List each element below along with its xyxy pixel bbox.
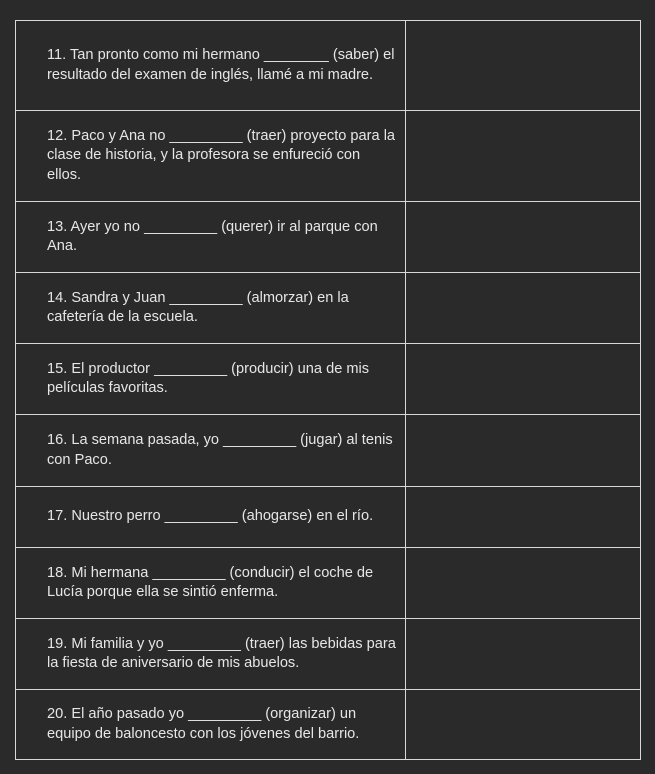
question-cell: 16. La semana pasada, yo _________ (jugar) al tenis con Paco. xyxy=(16,415,406,487)
answer-cell[interactable] xyxy=(406,415,641,487)
answer-cell[interactable] xyxy=(406,548,641,619)
answer-cell[interactable] xyxy=(406,344,641,415)
answer-cell[interactable] xyxy=(406,619,641,690)
table-row xyxy=(16,273,641,344)
answer-cell[interactable] xyxy=(406,111,641,202)
table-row xyxy=(16,344,641,415)
answer-cell[interactable] xyxy=(406,273,641,344)
question-cell: 15. El productor _________ (producir) una de mis películas favoritas. xyxy=(16,344,406,415)
table-row xyxy=(16,111,641,202)
question-cell: 18. Mi hermana _________ (conducir) el coche de Lucía porque ella se sintió enferma. xyxy=(16,548,406,619)
table-row xyxy=(16,21,641,111)
question-cell: 17. Nuestro perro _________ (ahogarse) en el río. xyxy=(16,487,406,548)
table-row xyxy=(16,202,641,273)
answer-cell[interactable] xyxy=(406,487,641,548)
table-row xyxy=(16,690,641,760)
table-row xyxy=(16,415,641,487)
answer-cell[interactable] xyxy=(406,202,641,273)
table-row xyxy=(16,548,641,619)
question-cell: 20. El año pasado yo _________ (organizar) un equipo de baloncesto con los jóvenes del barrio. xyxy=(16,690,406,760)
question-cell: 13. Ayer yo no _________ (querer) ir al parque con Ana. xyxy=(16,202,406,273)
answer-cell[interactable] xyxy=(406,690,641,760)
table-row xyxy=(16,487,641,548)
question-cell: 19. Mi familia y yo _________ (traer) las bebidas para la fiesta de aniversario de mis abuelos. xyxy=(16,619,406,690)
question-cell: 14. Sandra y Juan _________ (almorzar) en la cafetería de la escuela. xyxy=(16,273,406,344)
question-cell: 11. Tan pronto como mi hermano ________ (saber) el resultado del examen de inglés, llamé a mi madre. xyxy=(16,21,406,111)
answer-cell[interactable] xyxy=(406,21,641,111)
table-row xyxy=(16,619,641,690)
exercise-table xyxy=(15,20,641,760)
question-cell: 12. Paco y Ana no _________ (traer) proyecto para la clase de historia, y la profesora se enfureció con ellos. xyxy=(16,111,406,202)
